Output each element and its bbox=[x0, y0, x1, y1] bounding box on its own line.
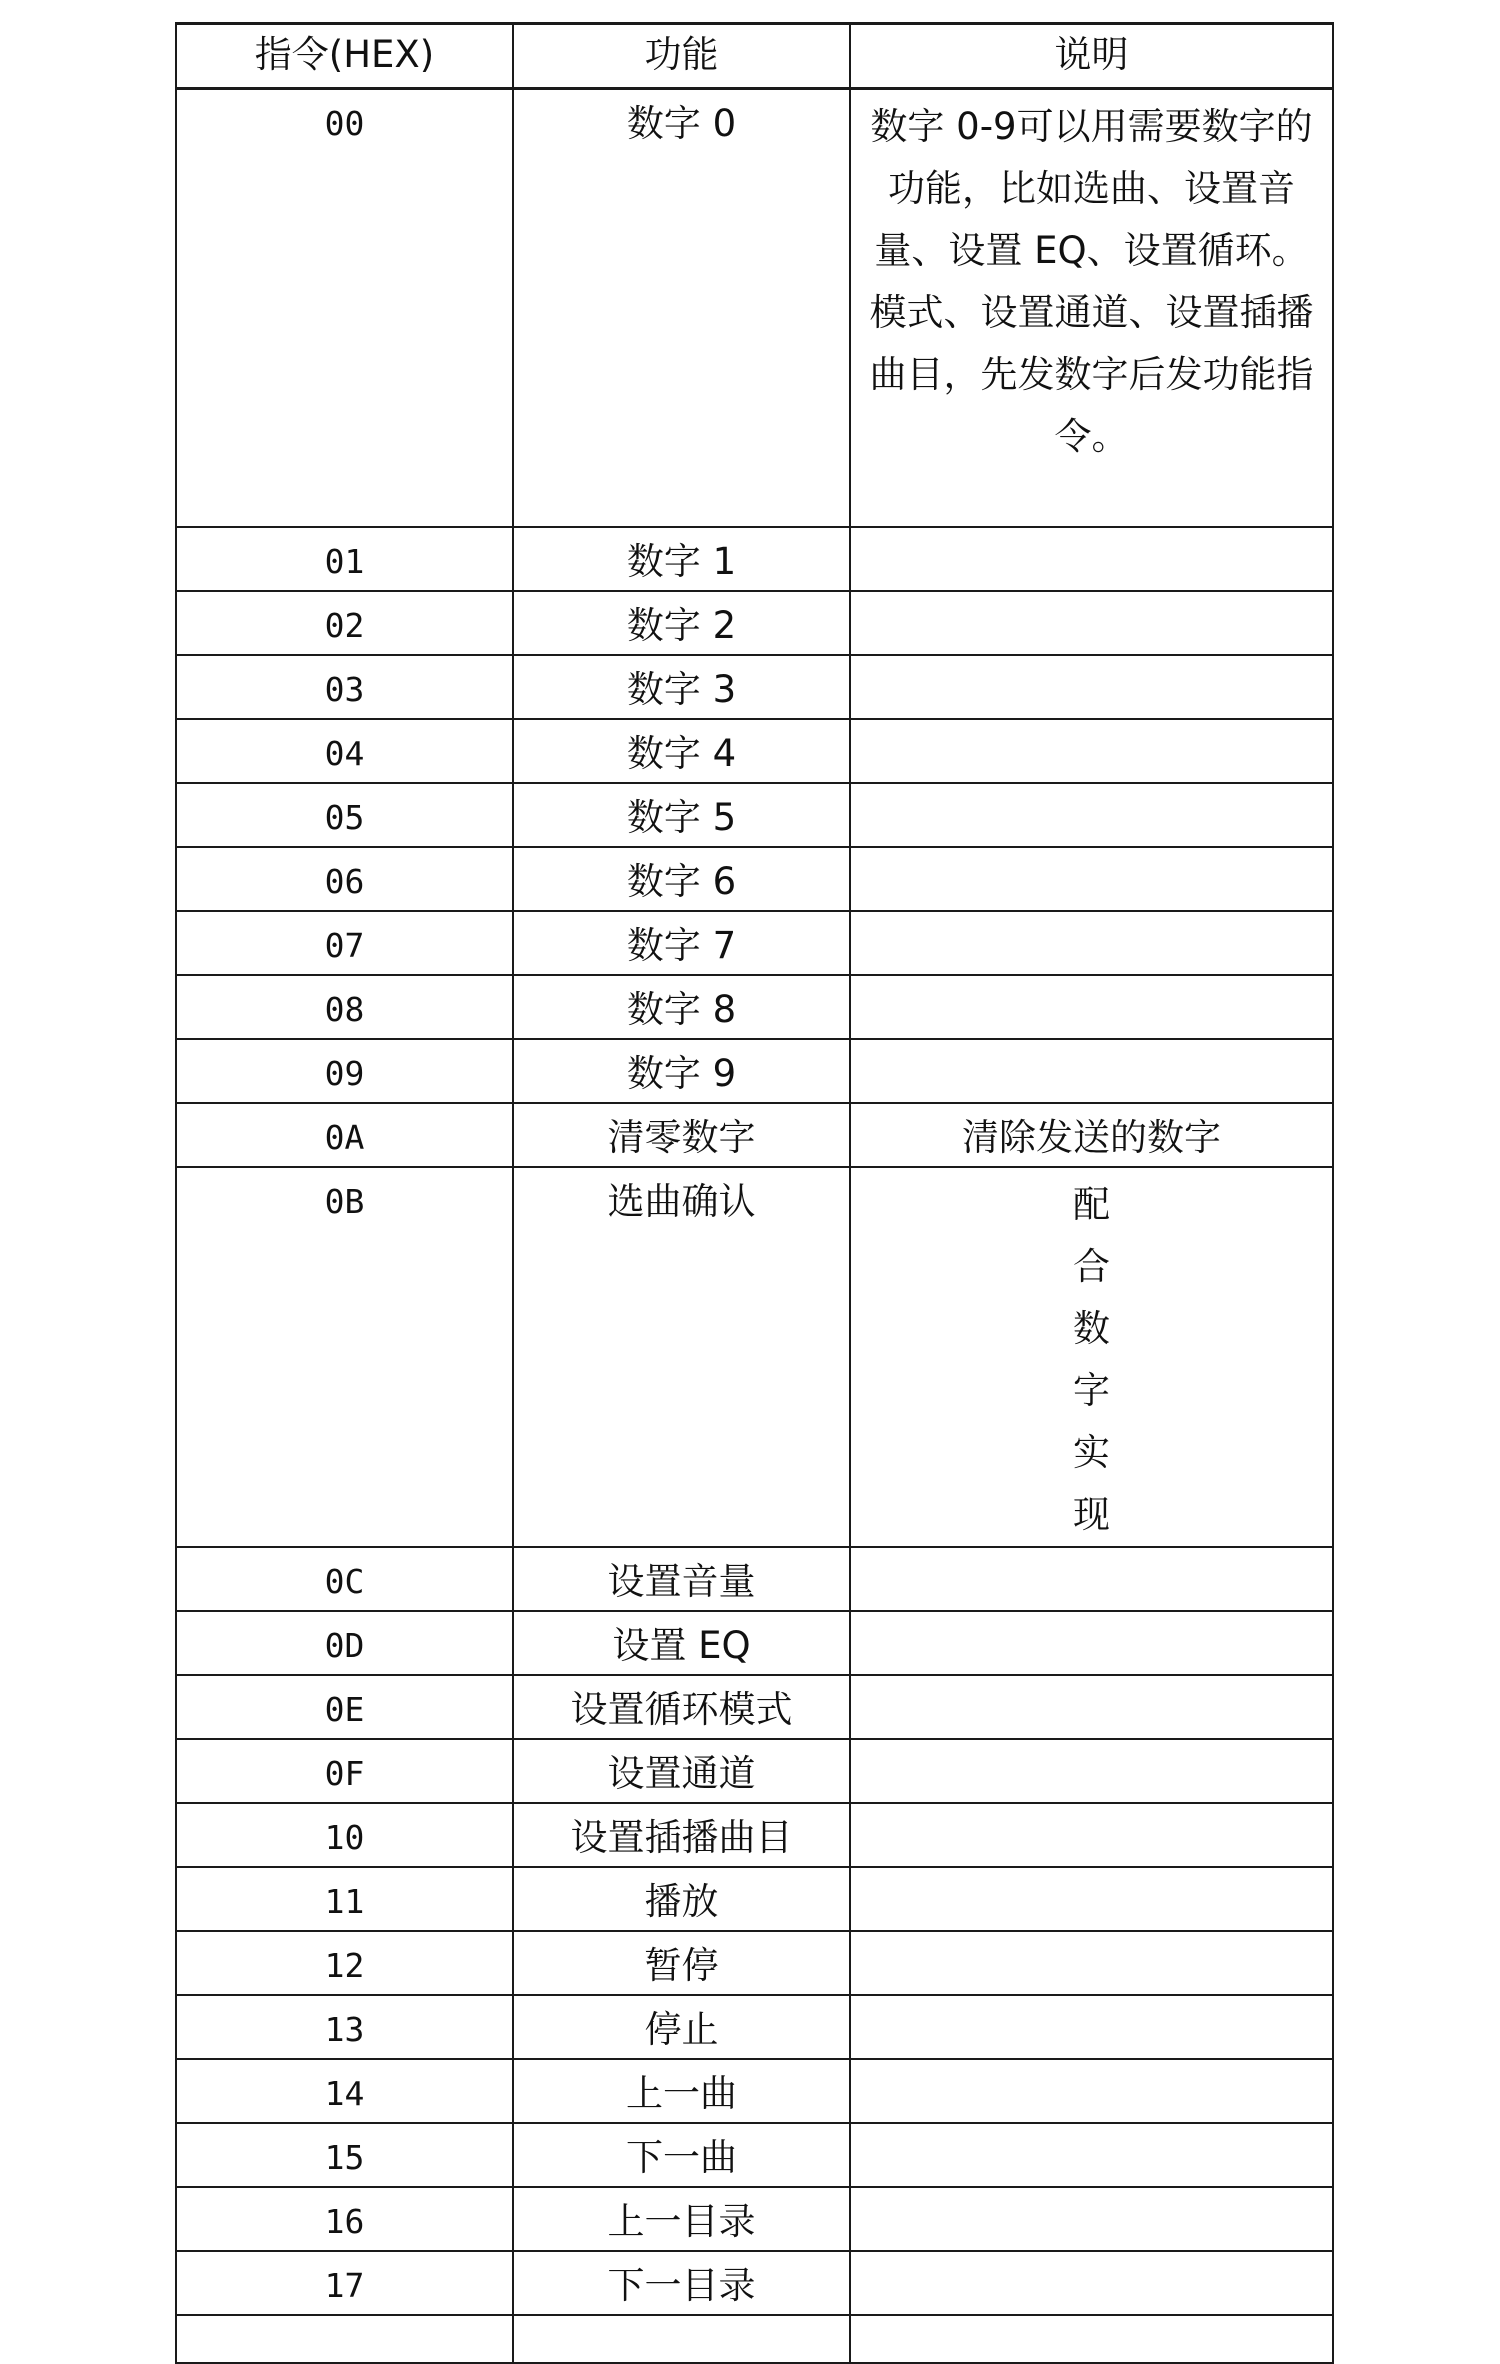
cell-function: 设置插播曲目 bbox=[513, 1803, 850, 1867]
table-row bbox=[176, 911, 1333, 975]
cell-hex: 14 bbox=[176, 2059, 513, 2123]
cell-function: 设置循环模式 bbox=[513, 1675, 850, 1739]
table-body bbox=[176, 89, 1333, 2364]
table-row bbox=[176, 847, 1333, 911]
table-row-partial bbox=[176, 2315, 1333, 2363]
cell-function: 播放 bbox=[513, 1867, 850, 1931]
cell-description bbox=[850, 975, 1333, 1039]
cell-description bbox=[850, 1039, 1333, 1103]
cell-hex bbox=[176, 2315, 513, 2363]
cell-function: 数字 4 bbox=[513, 719, 850, 783]
cell-function: 数字 1 bbox=[513, 527, 850, 591]
cell-hex: 10 bbox=[176, 1803, 513, 1867]
cell-function: 数字 5 bbox=[513, 783, 850, 847]
header-description: 说明 bbox=[850, 24, 1333, 89]
cell-hex: 07 bbox=[176, 911, 513, 975]
cell-function: 数字 7 bbox=[513, 911, 850, 975]
cell-function: 数字 0 bbox=[513, 89, 850, 528]
table-row bbox=[176, 2187, 1333, 2251]
cell-description bbox=[850, 1547, 1333, 1611]
cell-function: 上一目录 bbox=[513, 2187, 850, 2251]
cell-hex: 04 bbox=[176, 719, 513, 783]
cell-description bbox=[850, 847, 1333, 911]
table-row bbox=[176, 2251, 1333, 2315]
header-hex: 指令(HEX) bbox=[176, 24, 513, 89]
table-row bbox=[176, 1167, 1333, 1547]
cell-hex: 0E bbox=[176, 1675, 513, 1739]
cell-description bbox=[850, 1867, 1333, 1931]
cell-function: 数字 8 bbox=[513, 975, 850, 1039]
description-char: 现 bbox=[1073, 1493, 1110, 1536]
description-char: 合 bbox=[1073, 1245, 1110, 1288]
cell-hex: 06 bbox=[176, 847, 513, 911]
cell-hex: 02 bbox=[176, 591, 513, 655]
cell-function: 数字 6 bbox=[513, 847, 850, 911]
table-row bbox=[176, 1803, 1333, 1867]
table-header bbox=[176, 24, 1333, 89]
description-char: 实 bbox=[1073, 1431, 1110, 1474]
table-row bbox=[176, 719, 1333, 783]
cell-function bbox=[513, 2315, 850, 2363]
cell-description bbox=[850, 1167, 1333, 1547]
table-row bbox=[176, 527, 1333, 591]
cell-hex: 13 bbox=[176, 1995, 513, 2059]
table-row bbox=[176, 2123, 1333, 2187]
table-row bbox=[176, 1547, 1333, 1611]
cell-hex: 01 bbox=[176, 527, 513, 591]
table-row bbox=[176, 975, 1333, 1039]
cell-description bbox=[850, 2059, 1333, 2123]
cell-function: 数字 9 bbox=[513, 1039, 850, 1103]
header-function: 功能 bbox=[513, 24, 850, 89]
cell-hex: 0B bbox=[176, 1167, 513, 1547]
table-row bbox=[176, 1995, 1333, 2059]
cell-hex: 00 bbox=[176, 89, 513, 528]
cell-hex: 17 bbox=[176, 2251, 513, 2315]
cell-description bbox=[850, 1995, 1333, 2059]
cell-description bbox=[850, 591, 1333, 655]
cell-function: 停止 bbox=[513, 1995, 850, 2059]
cell-description bbox=[850, 527, 1333, 591]
table-row bbox=[176, 655, 1333, 719]
cell-function: 数字 2 bbox=[513, 591, 850, 655]
table-row bbox=[176, 1039, 1333, 1103]
cell-description bbox=[850, 2123, 1333, 2187]
cell-hex: 0C bbox=[176, 1547, 513, 1611]
cell-description bbox=[850, 655, 1333, 719]
table-row bbox=[176, 1867, 1333, 1931]
cell-function: 暂停 bbox=[513, 1931, 850, 1995]
cell-hex: 0A bbox=[176, 1103, 513, 1167]
cell-description bbox=[850, 1675, 1333, 1739]
cell-description bbox=[850, 783, 1333, 847]
cell-hex: 05 bbox=[176, 783, 513, 847]
cell-hex: 09 bbox=[176, 1039, 513, 1103]
cell-hex: 08 bbox=[176, 975, 513, 1039]
table-row bbox=[176, 591, 1333, 655]
table-row bbox=[176, 89, 1333, 528]
cell-description: 数字 0-9可以用需要数字的功能，比如选曲、设置音量、设置 EQ、设置循环。模式、设置通道、设置插播曲目，先发数字后发功能指令。 bbox=[850, 89, 1333, 528]
cell-function: 上一曲 bbox=[513, 2059, 850, 2123]
cell-description bbox=[850, 911, 1333, 975]
command-table bbox=[175, 22, 1334, 2364]
cell-function: 下一曲 bbox=[513, 2123, 850, 2187]
cell-description: 清除发送的数字 bbox=[850, 1103, 1333, 1167]
table-row bbox=[176, 783, 1333, 847]
header-row bbox=[176, 24, 1333, 89]
table-row bbox=[176, 1739, 1333, 1803]
table-row bbox=[176, 1931, 1333, 1995]
cell-hex: 03 bbox=[176, 655, 513, 719]
cell-description bbox=[850, 2187, 1333, 2251]
cell-description bbox=[850, 1739, 1333, 1803]
description-char: 字 bbox=[1073, 1369, 1110, 1412]
cell-function: 设置通道 bbox=[513, 1739, 850, 1803]
cell-hex: 15 bbox=[176, 2123, 513, 2187]
cell-function: 数字 3 bbox=[513, 655, 850, 719]
cell-description bbox=[850, 2315, 1333, 2363]
cell-function: 选曲确认 bbox=[513, 1167, 850, 1547]
cell-hex: 0F bbox=[176, 1739, 513, 1803]
table-row bbox=[176, 1103, 1333, 1167]
cell-description bbox=[850, 1611, 1333, 1675]
cell-hex: 16 bbox=[176, 2187, 513, 2251]
cell-description bbox=[850, 1803, 1333, 1867]
cell-hex: 12 bbox=[176, 1931, 513, 1995]
table-row bbox=[176, 1611, 1333, 1675]
cell-description bbox=[850, 1931, 1333, 1995]
cell-function: 下一目录 bbox=[513, 2251, 850, 2315]
description-char: 配 bbox=[1073, 1183, 1110, 1226]
table-row bbox=[176, 1675, 1333, 1739]
cell-function: 设置 EQ bbox=[513, 1611, 850, 1675]
cell-hex: 0D bbox=[176, 1611, 513, 1675]
table-row bbox=[176, 2059, 1333, 2123]
cell-function: 设置音量 bbox=[513, 1547, 850, 1611]
cell-hex: 11 bbox=[176, 1867, 513, 1931]
cell-description bbox=[850, 2251, 1333, 2315]
description-char: 数 bbox=[1073, 1307, 1110, 1350]
cell-function: 清零数字 bbox=[513, 1103, 850, 1167]
cell-description bbox=[850, 719, 1333, 783]
